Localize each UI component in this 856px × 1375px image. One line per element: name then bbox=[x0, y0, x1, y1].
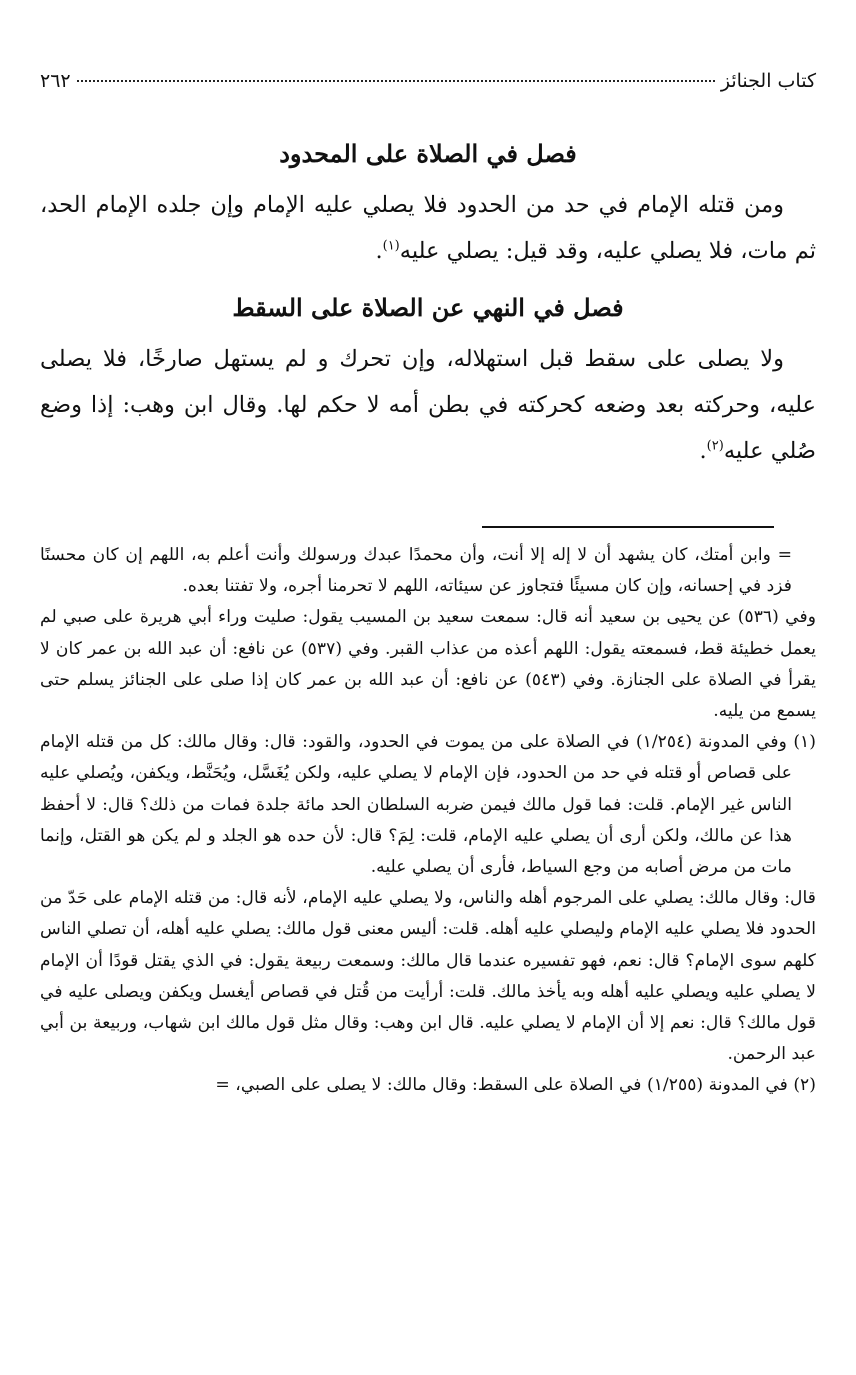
footnote-2: (٢) في المدونة (١/٢٥٥) في الصلاة على السقط: وقال مالك: لا يصلى على الصبي، = bbox=[215, 1075, 816, 1096]
footnotes bbox=[40, 540, 816, 1102]
footnote-continuation: = وابن أمتك، كان يشهد أن لا إله إلا أنت، وأن محمدًا عبدك ورسولك وأنت أعلم به، اللهم إن كان محسنًا فزد في إحسانه، وإن كان مسيئًا فتجاوز عن سيئاته، اللهم لا تحرمنا أجره، ولا تفتنا بعده. bbox=[40, 545, 792, 597]
running-header bbox=[40, 70, 816, 92]
paragraph-text: ولا يصلى على سقط قبل استهلاله، وإن تحرك و لم يستهل صارخًا، فلا يصلى عليه، وحركته بعد وضعه كحركته في بطن أمه لا حكم لها. وقال ابن وهب: إذا وضع صُلي عليه bbox=[40, 346, 816, 464]
book-title: كتاب الجنائز bbox=[720, 70, 816, 92]
paragraph-text: ومن قتله الإمام في حد من الحدود فلا يصلي عليه الإمام وإن جلده الإمام الحد، ثم مات، فلا يصلي عليه، وقد قيل: يصلي عليه bbox=[40, 192, 816, 264]
section-heading-hudud: فصل في الصلاة على المحدود bbox=[279, 139, 577, 168]
dot-leader bbox=[77, 80, 715, 82]
main-text bbox=[40, 120, 816, 474]
page-number: ٢٦٢ bbox=[40, 70, 71, 92]
footnote-separator bbox=[482, 526, 774, 528]
footnote-ref-1[interactable]: (١) bbox=[382, 238, 400, 254]
section-heading-saqt: فصل في النهي عن الصلاة على السقط bbox=[232, 293, 624, 322]
paragraph-end: . bbox=[699, 438, 707, 464]
footnote-ref-2[interactable]: (٢) bbox=[706, 438, 724, 454]
footnote-1-continued: قال: وقال مالك: يصلي على المرجوم أهله والناس، ولا يصلي عليه الإمام، لأنه قال: من قتله الإمام على حَدّ من الحدود فلا يصلي عليه الإمام وليصلي عليه أهله. قلت: أليس معنى قول مالك: يصلي عليه أهله، أن تصلي الناس كلهم سوى الإمام؟ قال: نعم، فهو تفسيره عندما قال مالك: وسمعت ربيعة يقول: في الذي يقتل قودًا أن الإمام لا يصلي عليه ويصلي عليه أهله وبه يأخذ مالك. قلت: أرأيت من قُتل في قصاص أيغسل ويكفن ويصلى عليه في قول مالك؟ قال: نعم إلا أن الإمام لا يصلي عليه. قال ابن وهب: وقال مثل قول مالك ابن شهاب، وربيعة بن أبي عبد الرحمن. bbox=[40, 888, 816, 1065]
footnote-1: (١) وفي المدونة (١/٢٥٤) في الصلاة على من يموت في الحدود، والقود: قال: وقال مالك: كل من قتله الإمام على قصاص أو قتله في حد من الحدود، فإن الإمام لا يصلي عليه، ولكن يُغَسَّل، ويُحَنَّط، ويكفن، ويُصلي عليه الناس غير الإمام. قلت: فما قول مالك فيمن ضربه السلطان الحد مائة جلدة فمات من ذلك؟ قال: لا أحفظ هذا عن مالك، ولكن أرى أن يصلي عليه الإمام، قلت: لِمَ؟ قال: لأن حده هو الجلد و لم يكن هو القتل، وإنما مات من مرض أصابه من وجع السياط، فأرى أن يصلي عليه. bbox=[40, 732, 816, 878]
section-paragraph-saqt bbox=[40, 336, 816, 474]
section-paragraph-hudud bbox=[40, 182, 816, 274]
footnote-continuation-2: وفي (٥٣٦) عن يحيى بن سعيد أنه قال: سمعت سعيد بن المسيب يقول: صليت وراء أبي هريرة على صبي لم يعمل خطيئة قط، فسمعته يقول: اللهم أعذه من عذاب القبر. وفي (٥٣٧) عن نافع: أن عبد الله بن عمر كان لا يقرأ في الصلاة على الجنازة. وفي (٥٤٣) عن نافع: أن عبد الله بن عمر كان إذا صلى على الجنائز يسلم حتى يسمع من يليه. bbox=[40, 607, 816, 722]
paragraph-end: . bbox=[375, 238, 383, 264]
